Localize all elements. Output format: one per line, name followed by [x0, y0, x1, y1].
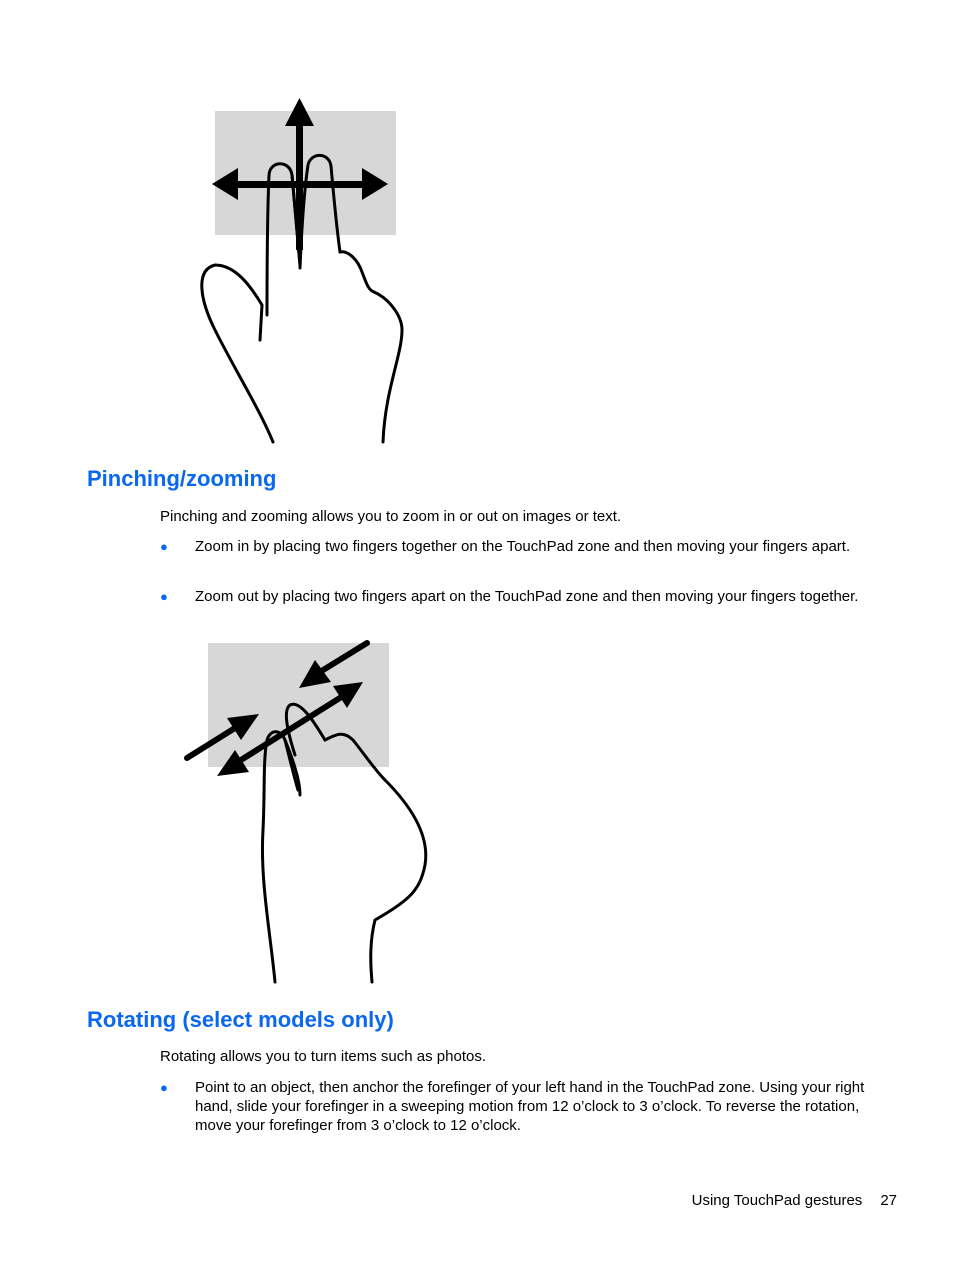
pinching-intro: Pinching and zooming allows you to zoom in or out on images or text. — [160, 508, 622, 525]
list-item-text: Zoom out by placing two fingers apart on the TouchPad zone and then moving your fingers together. — [195, 588, 859, 605]
section-title-pinching: Pinching/zooming — [87, 466, 277, 491]
rotating-intro: Rotating allows you to turn items such as photos. — [160, 1048, 487, 1065]
page-footer — [674, 1192, 897, 1209]
list-item-text: Zoom in by placing two fingers together on the TouchPad zone and then moving your fingers apart. — [195, 538, 851, 555]
page-number: 27 — [880, 1192, 897, 1209]
pinch-zoom-figure — [175, 630, 445, 990]
section-title-rotating: Rotating (select models only) — [87, 1007, 394, 1032]
list-item-text: Point to an object, then anchor the forefinger of your left hand in the TouchPad zone. Using your right hand, slide your forefinger in a sweeping motion from 12 o’clock to 3 o’clock. To reverse the rotation, move your forefinger from 3 o’clock to 12 o’clock. — [195, 1079, 865, 1134]
two-finger-scroll-figure — [190, 90, 420, 450]
bullet-icon: ● — [160, 539, 168, 554]
footer-label: Using TouchPad gestures — [691, 1192, 863, 1209]
bullet-icon: ● — [160, 589, 168, 604]
bullet-icon: ● — [160, 1080, 168, 1095]
